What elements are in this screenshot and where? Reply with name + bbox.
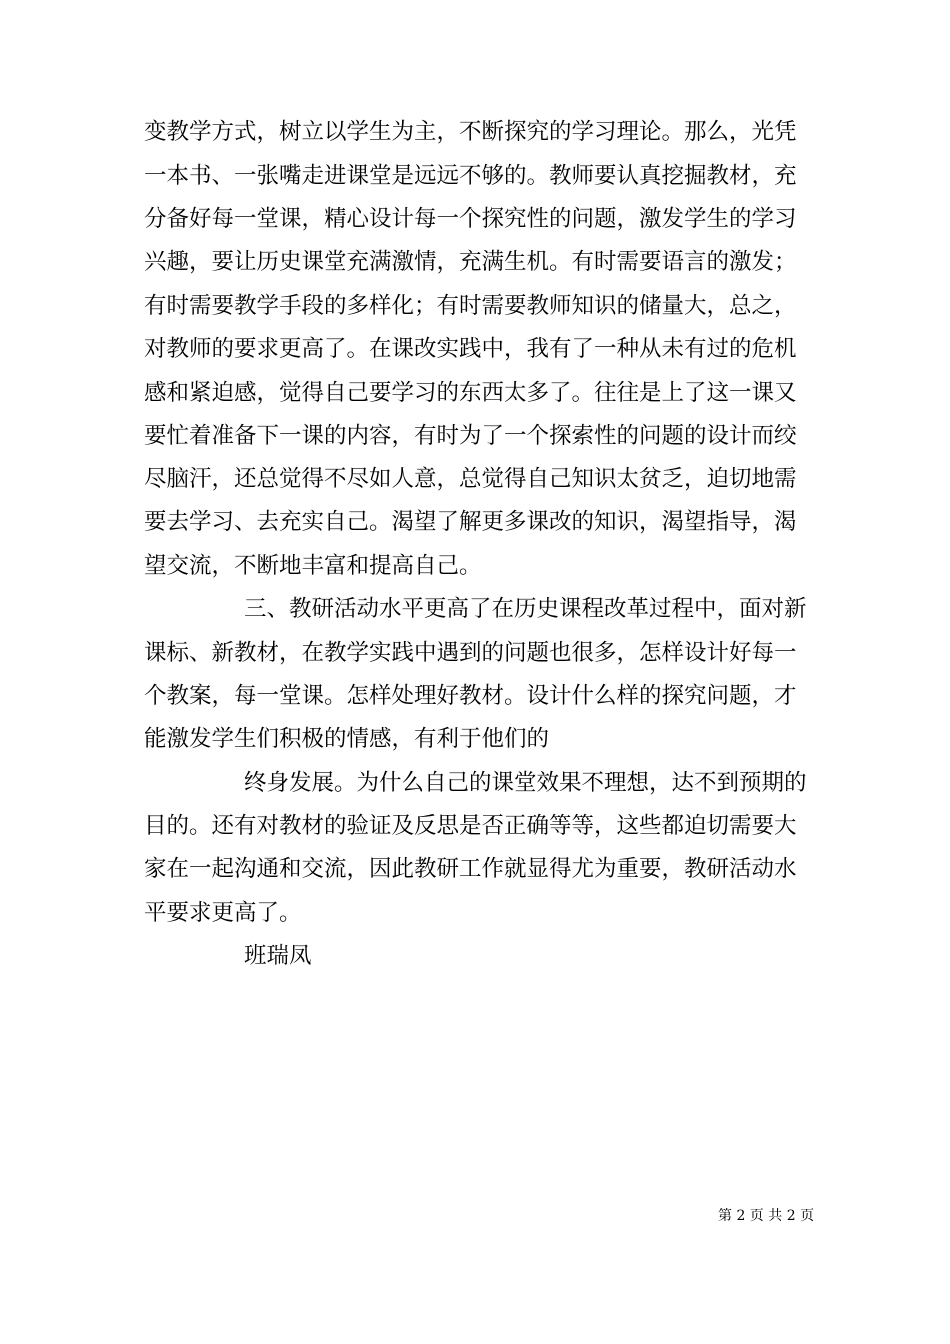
- text-line: 平要求更高了。: [144, 900, 302, 926]
- text-line: 能激发学生们积极的情感，有利于他们的: [144, 726, 550, 752]
- text-line: 尽脑汗，还总觉得不尽如人意，总觉得自己知识太贫乏，迫切地需: [144, 466, 797, 492]
- text-line: 望交流，不断地丰富和提高自己。: [144, 553, 482, 579]
- text-line: 要去学习、去充实自己。渴望了解更多课改的知识，渴望指导，渴: [144, 509, 797, 535]
- author-signature: 班瑞凤: [244, 943, 312, 969]
- text-line: 三、教研活动水平更高了在历史课程改革过程中，面对新: [244, 596, 807, 622]
- text-line: 感和紧迫感，觉得自己要学习的东西太多了。往往是上了这一课又: [144, 380, 797, 406]
- text-line: 兴趣，要让历史课堂充满激情，充满生机。有时需要语言的激发；: [144, 249, 797, 275]
- text-line: 终身发展。为什么自己的课堂效果不理想，达不到预期的: [244, 770, 807, 796]
- text-line: 一本书、一张嘴走进课堂是远远不够的。教师要认真挖掘教材，充: [144, 163, 797, 189]
- text-line: 有时需要教学手段的多样化；有时需要教师知识的储量大，总之，: [144, 293, 797, 319]
- text-line: 分备好每一堂课，精心设计每一个探究性的问题，激发学生的学习: [144, 206, 797, 232]
- text-line: 家在一起沟通和交流，因此教研工作就显得尤为重要，教研活动水: [144, 856, 797, 882]
- text-line: 课标、新教材，在教学实践中遇到的问题也很多，怎样设计好每一: [144, 640, 797, 666]
- text-line: 要忙着准备下一课的内容，有时为了一个探索性的问题的设计而绞: [144, 423, 797, 449]
- page-number-footer: 第 2 页 共 2 页: [718, 1208, 815, 1224]
- text-line: 目的。还有对教材的验证及反思是否正确等等，这些都迫切需要大: [144, 813, 797, 839]
- text-line: 变教学方式，树立以学生为主，不断探究的学习理论。那么，光凭: [144, 119, 797, 145]
- text-line: 对教师的要求更高了。在课改实践中，我有了一种从未有过的危机: [144, 336, 797, 362]
- text-line: 个教案，每一堂课。怎样处理好教材。设计什么样的探究问题，才: [144, 683, 797, 709]
